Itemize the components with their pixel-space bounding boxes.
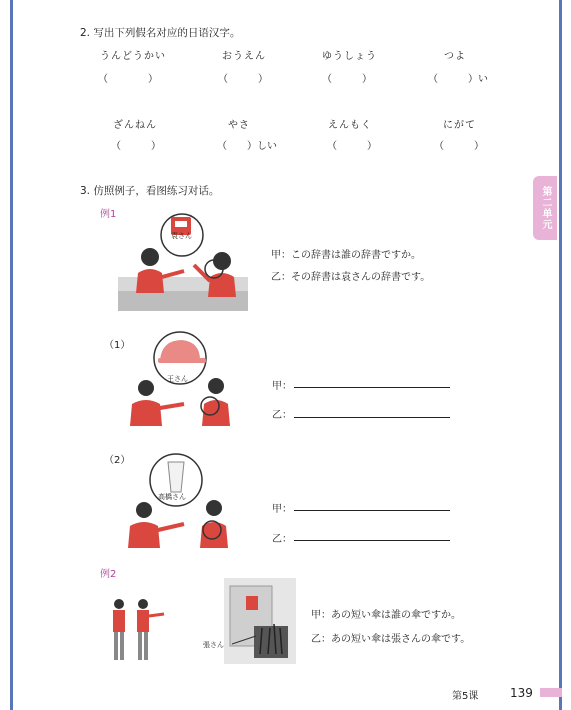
answer-line[interactable] bbox=[294, 540, 450, 541]
answer-blank[interactable]: （ ） bbox=[322, 74, 372, 85]
kana-item: ゆうしょう bbox=[322, 51, 377, 62]
answer-line[interactable] bbox=[294, 387, 450, 388]
dialogue-label-b: 乙： bbox=[272, 410, 292, 421]
question-3-title: 3. 仿照例子，看图练习对话。 bbox=[80, 185, 220, 197]
dialogue-line-a: 甲：この辞書は誰の辞書ですか。 bbox=[271, 250, 421, 261]
dialogue-line-a: 甲：あの短い傘は誰の傘ですか。 bbox=[311, 610, 461, 621]
kana-item: にがて bbox=[443, 120, 476, 131]
kana-item: つよ bbox=[444, 51, 466, 62]
answer-line[interactable] bbox=[294, 417, 450, 418]
bubble-name: 高橋さん bbox=[158, 493, 186, 501]
bubble-name: 王さん bbox=[167, 375, 188, 383]
kana-item: おうえん bbox=[222, 51, 266, 62]
bubble-name: 袁さん bbox=[171, 232, 192, 240]
answer-line[interactable] bbox=[294, 510, 450, 511]
dialogue-line-b: 乙：その辞書は袁さんの辞書です。 bbox=[271, 272, 431, 283]
dialogue-label-b: 乙： bbox=[272, 534, 292, 545]
answer-blank[interactable]: （ ） bbox=[218, 74, 268, 85]
kana-item: ざんねん bbox=[113, 120, 157, 131]
kana-item: うんどうかい bbox=[100, 51, 166, 62]
footer-accent-bar bbox=[540, 688, 562, 697]
answer-blank[interactable]: （ ） bbox=[111, 141, 161, 152]
answer-blank[interactable]: （ ）しい bbox=[217, 141, 277, 152]
unit-side-tab: 第二单元 bbox=[533, 176, 557, 240]
kana-item: えんもく bbox=[328, 120, 372, 131]
example-1-label: 例1 bbox=[100, 209, 117, 220]
example-1-illustration bbox=[118, 205, 248, 311]
question-2-title: 2. 写出下列假名对应的日语汉字。 bbox=[80, 27, 241, 39]
left-border bbox=[10, 0, 13, 710]
example-2-illustration bbox=[104, 578, 296, 666]
item-1-number: （1） bbox=[104, 340, 131, 351]
item-2-number: （2） bbox=[104, 455, 131, 466]
example-2-label: 例2 bbox=[100, 569, 117, 580]
answer-blank[interactable]: （ ）い bbox=[428, 74, 488, 85]
dialogue-label-a: 甲： bbox=[272, 381, 292, 392]
dialogue-label-a: 甲： bbox=[272, 504, 292, 515]
page-number: 139 bbox=[510, 686, 533, 700]
dialogue-line-b: 乙：あの短い傘は張さんの傘です。 bbox=[311, 634, 471, 645]
answer-blank[interactable]: （ ） bbox=[98, 74, 158, 85]
answer-blank[interactable]: （ ） bbox=[327, 141, 377, 152]
footer-lesson: 第5课 bbox=[452, 691, 479, 702]
answer-blank[interactable]: （ ） bbox=[434, 141, 484, 152]
name-tag: 張さん bbox=[203, 641, 224, 649]
right-border bbox=[559, 0, 562, 710]
kana-item: やさ bbox=[228, 120, 250, 131]
